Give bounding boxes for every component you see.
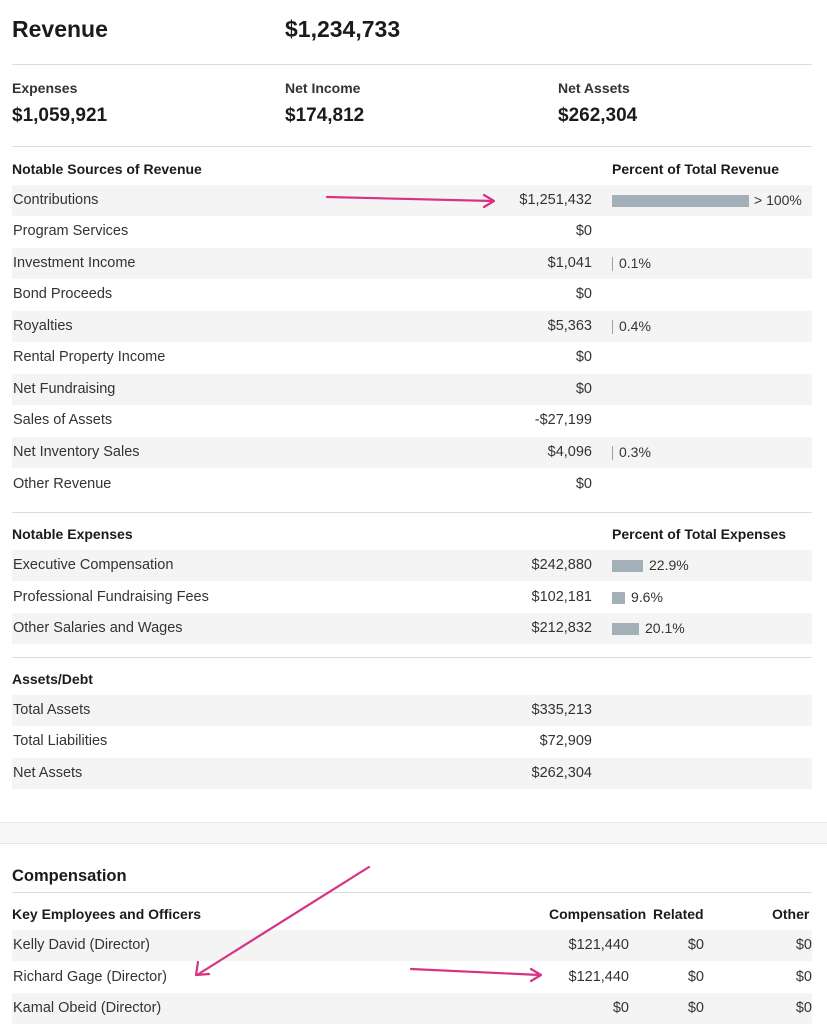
asset-row: [12, 758, 812, 789]
revenue-value: $1,234,733: [285, 16, 401, 42]
row-label: Total Liabilities: [13, 733, 108, 749]
employee-row: [12, 993, 812, 1024]
row-label: Other Salaries and Wages: [13, 620, 183, 636]
net-income-value: $174,812: [285, 105, 365, 126]
row-amount: $72,909: [539, 733, 592, 749]
revenue-row: [12, 469, 812, 500]
expenses-heading: Notable Expenses: [12, 526, 133, 542]
expense-row: [12, 582, 812, 613]
row-label: Royalties: [13, 318, 73, 334]
row-percent: 9.6%: [631, 589, 663, 605]
percent-bar: [612, 592, 625, 604]
revenue-row: [12, 311, 812, 342]
expenses-label: Expenses: [12, 80, 78, 96]
row-percent: > 100%: [754, 192, 802, 208]
percent-bar: [612, 560, 643, 572]
compensation-amount: $121,440: [568, 937, 629, 953]
net-assets-label: Net Assets: [558, 80, 630, 96]
employee-name: Richard Gage (Director): [13, 969, 167, 985]
employee-row: [12, 962, 812, 993]
row-percent: 0.3%: [619, 444, 651, 460]
revenue-row: [12, 185, 812, 216]
col-related-heading: Related: [653, 906, 704, 922]
row-label: Professional Fundraising Fees: [13, 589, 209, 605]
row-label: Net Inventory Sales: [13, 444, 140, 460]
related-amount: $0: [687, 937, 704, 953]
row-amount: $0: [575, 223, 592, 239]
revenue-row: [12, 248, 812, 279]
row-label: Bond Proceeds: [13, 286, 113, 302]
row-label: Net Fundraising: [13, 381, 116, 397]
revenue-sources-heading: Notable Sources of Revenue: [12, 161, 202, 177]
other-amount: $0: [795, 969, 812, 985]
col-compensation-heading: Compensation: [549, 906, 647, 922]
asset-row: [12, 726, 812, 757]
row-label: Rental Property Income: [13, 349, 166, 365]
row-label: Contributions: [13, 192, 99, 208]
row-label: Total Assets: [13, 702, 91, 718]
divider: [12, 892, 812, 893]
percent-bar: [612, 257, 613, 271]
row-amount: $4,096: [547, 444, 592, 460]
row-label: Other Revenue: [13, 476, 112, 492]
asset-row: [12, 695, 812, 726]
divider: [12, 64, 812, 65]
net-income-label: Net Income: [285, 80, 361, 96]
revenue-row: [12, 216, 812, 247]
row-label: Investment Income: [13, 255, 136, 271]
assets-heading: Assets/Debt: [12, 671, 93, 687]
percent-bar: [612, 446, 613, 460]
divider: [12, 657, 812, 658]
employee-name: Kelly David (Director): [13, 937, 150, 953]
employee-name: Kamal Obeid (Director): [13, 1000, 162, 1016]
compensation-amount: $0: [612, 1000, 629, 1016]
row-amount: $262,304: [531, 765, 592, 781]
expense-row: [12, 550, 812, 581]
expense-row: [12, 613, 812, 644]
section-separator: [0, 822, 827, 844]
row-amount: -$27,199: [534, 412, 592, 428]
col-other-heading: Other: [772, 906, 810, 922]
compensation-title: Compensation: [12, 867, 127, 885]
row-label: Program Services: [13, 223, 129, 239]
revenue-row: [12, 374, 812, 405]
percent-bar: [612, 623, 639, 635]
revenue-row: [12, 437, 812, 468]
revenue-percent-heading: Percent of Total Revenue: [612, 161, 780, 177]
other-amount: $0: [795, 1000, 812, 1016]
divider: [12, 512, 812, 513]
revenue-label: Revenue: [12, 16, 108, 42]
row-amount: $0: [575, 349, 592, 365]
row-label: Executive Compensation: [13, 557, 174, 573]
row-amount: $0: [575, 381, 592, 397]
employees-heading: Key Employees and Officers: [12, 906, 202, 922]
compensation-amount: $121,440: [568, 969, 629, 985]
revenue-row: [12, 405, 812, 436]
row-amount: $5,363: [547, 318, 592, 334]
expenses-value: $1,059,921: [12, 105, 108, 126]
row-label: Net Assets: [13, 765, 83, 781]
row-amount: $212,832: [531, 620, 592, 636]
expenses-percent-heading: Percent of Total Expenses: [612, 526, 787, 542]
percent-bar: [612, 320, 613, 334]
net-assets-value: $262,304: [558, 105, 638, 126]
related-amount: $0: [687, 1000, 704, 1016]
revenue-row: [12, 342, 812, 373]
divider: [12, 146, 812, 147]
row-amount: $242,880: [531, 557, 592, 573]
related-amount: $0: [687, 969, 704, 985]
row-percent: 22.9%: [649, 557, 689, 573]
row-amount: $335,213: [531, 702, 592, 718]
revenue-row: [12, 279, 812, 310]
row-amount: $1,251,432: [519, 192, 592, 208]
row-percent: 0.4%: [619, 318, 651, 334]
row-amount: $0: [575, 476, 592, 492]
row-percent: 0.1%: [619, 255, 651, 271]
row-amount: $1,041: [547, 255, 592, 271]
row-amount: $102,181: [531, 589, 592, 605]
employee-row: [12, 930, 812, 961]
other-amount: $0: [795, 937, 812, 953]
percent-bar: [612, 195, 749, 207]
row-label: Sales of Assets: [13, 412, 113, 428]
row-amount: $0: [575, 286, 592, 302]
row-percent: 20.1%: [645, 620, 685, 636]
